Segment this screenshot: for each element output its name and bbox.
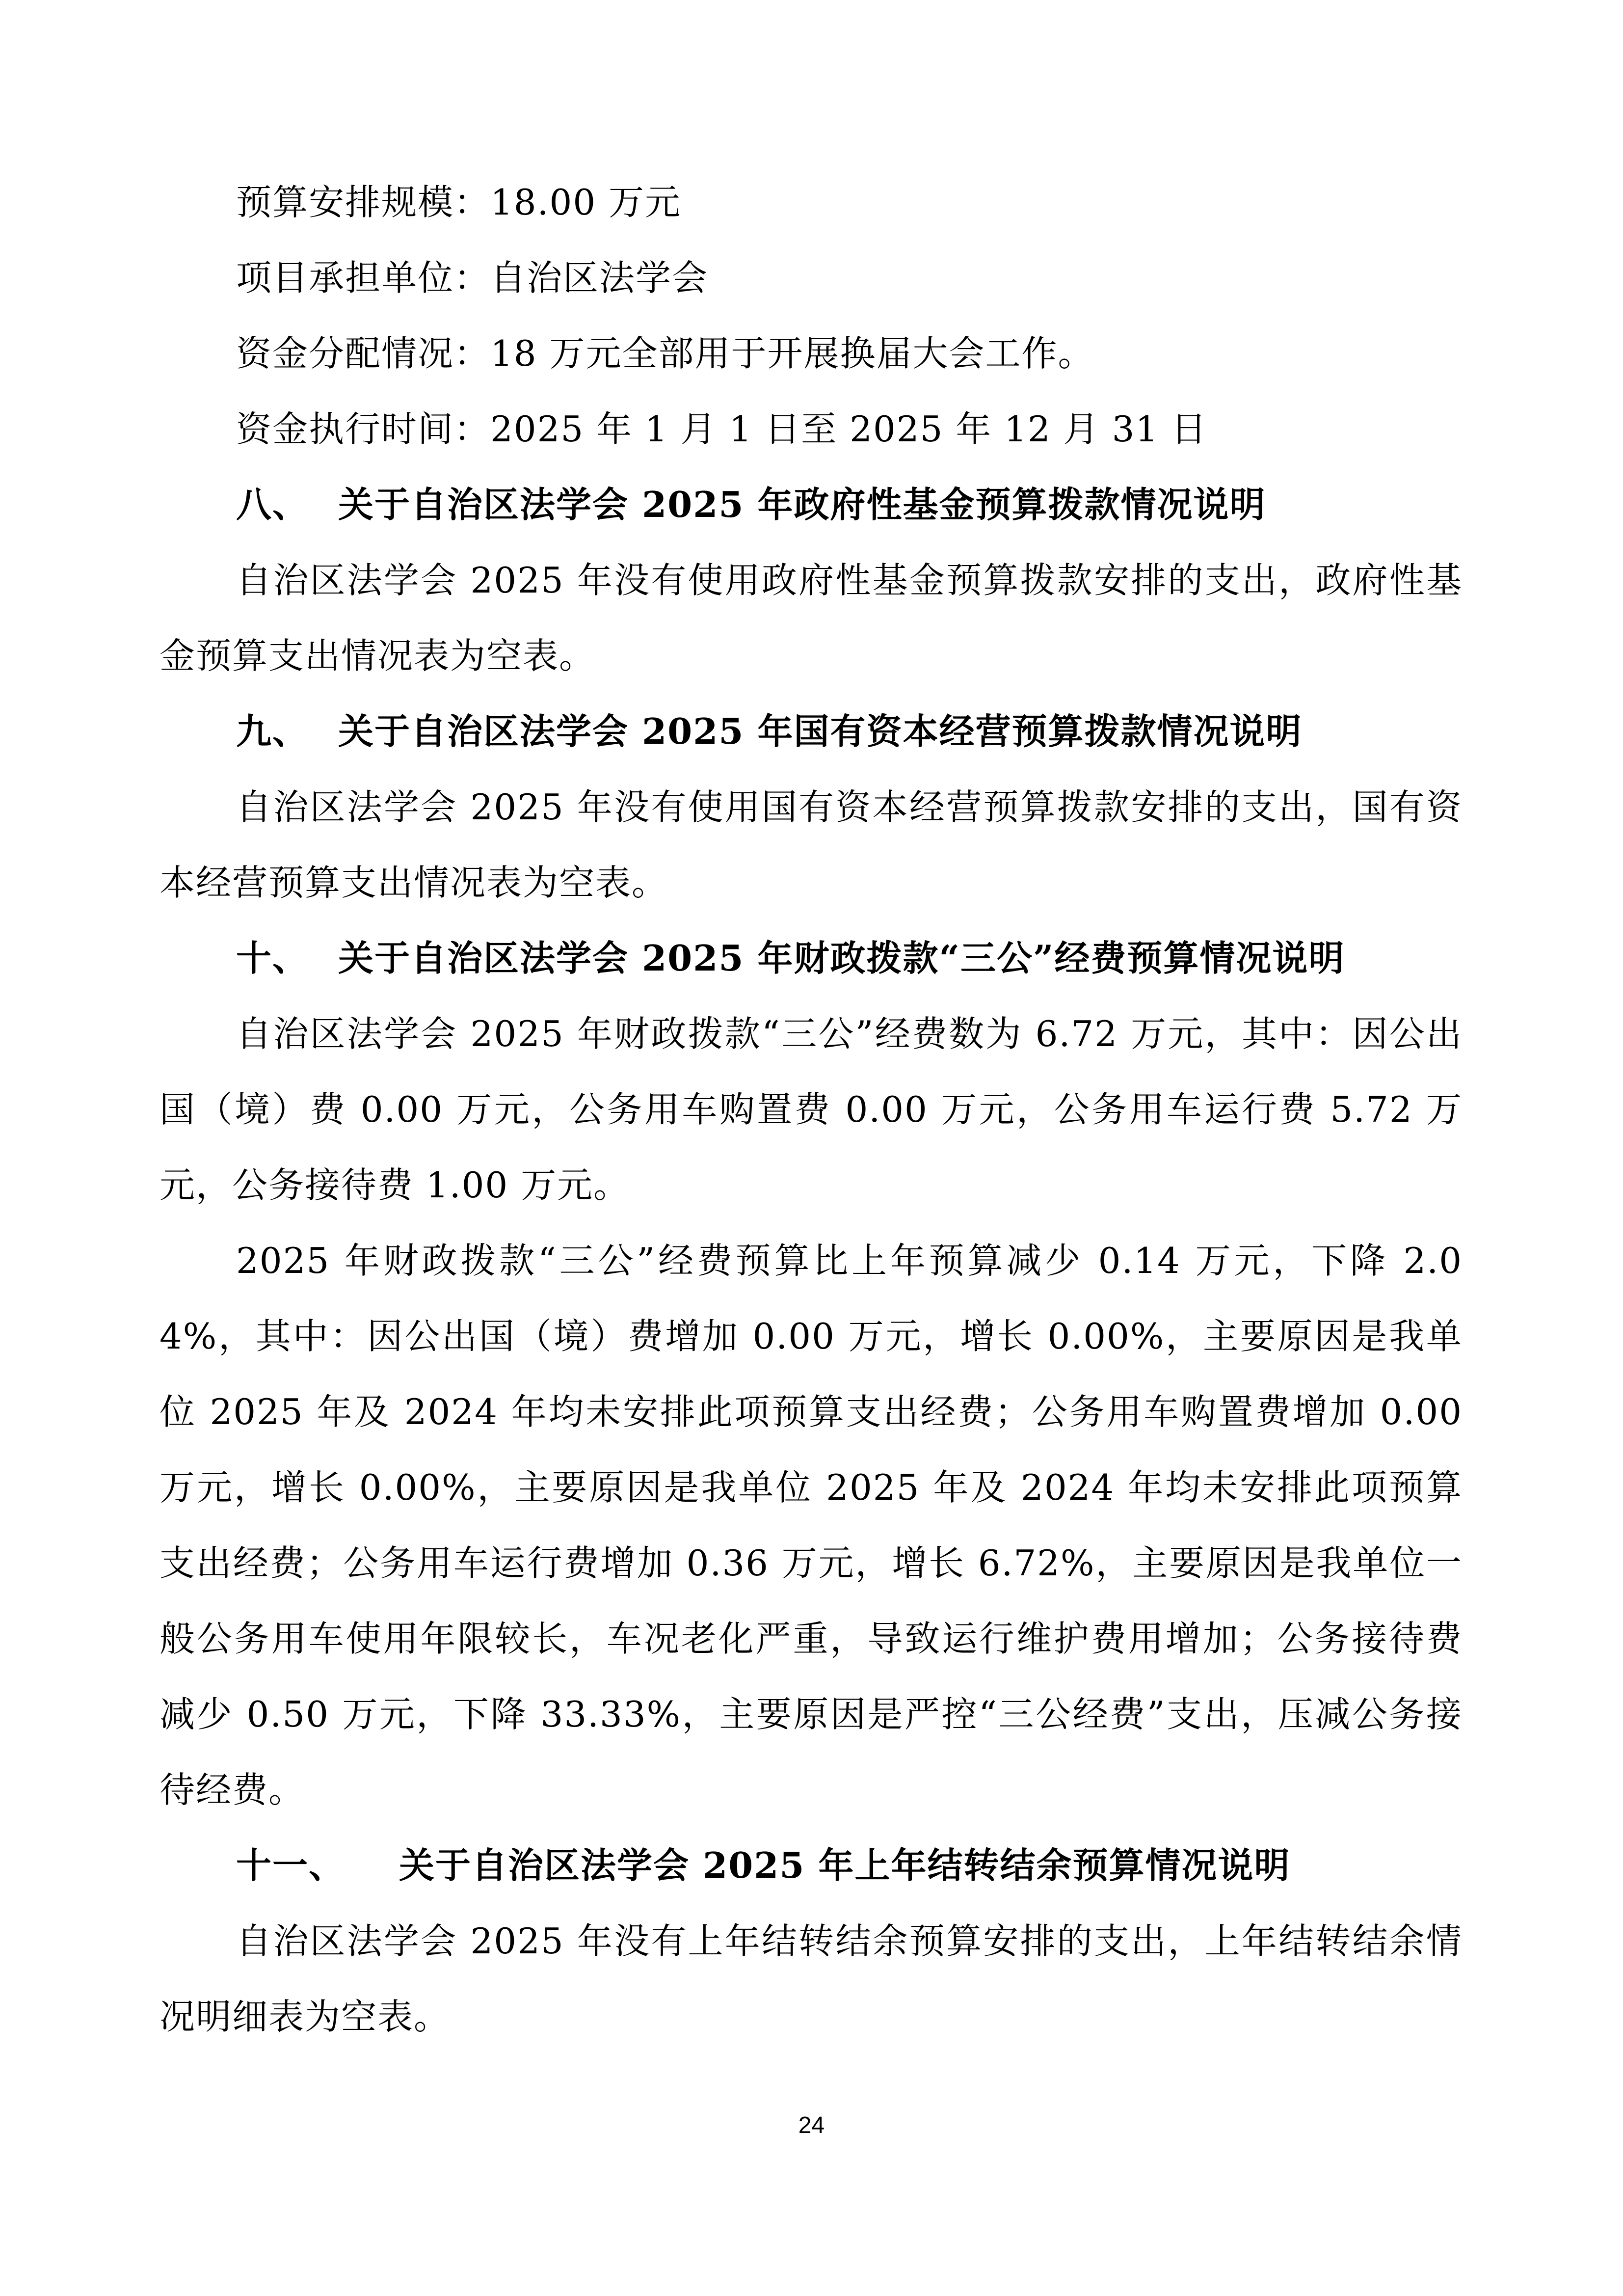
section-11-body: 自治区法学会 2025 年没有上年结转结余预算安排的支出，上年结转结余情况明细表为空表。 [160, 1920, 1463, 2037]
section-8-title: 关于自治区法学会 2025 年政府性基金预算拨款情况说明 [338, 484, 1266, 525]
section-11-number: 十一、 [236, 1844, 346, 1886]
section-9-body: 自治区法学会 2025 年没有使用国有资本经营预算拨款安排的支出，国有资本经营预算支出情况表为空表。 [160, 786, 1463, 903]
section-10-body-2: 2025 年财政拨款“三公”经费预算比上年预算减少 0.14 万元，下降 2.04%，其中：因公出国（境）费增加 0.00 万元，增长 0.00%，主要原因是我单位 2025 年及 2024 年均未安排此项预算支出经费；公务用车购置费增加 0.00 万元，增长 0.00%，主要原因是我单位 2025 年及 2024 年均未安排此项预算支出经费；公务用车运行费增加 0.36 万元，增长 6.72%，主要原因是我单位一般公务用车使用年限较长，车况老化严重，导致运行维护费用增加；公务接待费减少 0.50 万元，下降 33.33%，主要原因是严控“三公经费”支出，压减公务接待经费。 [160, 1240, 1463, 1810]
section-11-title: 关于自治区法学会 2025 年上年结转结余预算情况说明 [399, 1844, 1291, 1886]
section-8-number: 八、 [236, 484, 309, 525]
document-body [160, 164, 1463, 2054]
section-9-number: 九、 [236, 710, 309, 752]
section-10-number: 十、 [236, 937, 309, 979]
section-9-title: 关于自治区法学会 2025 年国有资本经营预算拨款情况说明 [338, 710, 1303, 752]
section-9-heading [160, 694, 1463, 769]
section-11-heading [160, 1828, 1463, 1903]
project-unit-line: 项目承担单位：自治区法学会 [236, 257, 709, 298]
page-number: 24 [798, 2112, 825, 2138]
fund-execution-time-line: 资金执行时间：2025 年 1 月 1 日至 2025 年 12 月 31 日 [236, 408, 1208, 450]
fund-allocation-line: 资金分配情况：18 万元全部用于开展换届大会工作。 [236, 333, 1094, 374]
section-8-body: 自治区法学会 2025 年没有使用政府性基金预算拨款安排的支出，政府性基金预算支出情况表为空表。 [160, 560, 1463, 676]
section-10-title: 关于自治区法学会 2025 年财政拨款“三公”经费预算情况说明 [338, 937, 1345, 979]
section-10-body-1: 自治区法学会 2025 年财政拨款“三公”经费数为 6.72 万元，其中：因公出国（境）费 0.00 万元，公务用车购置费 0.00 万元，公务用车运行费 5.72 万元，公务接待费 1.00 万元。 [160, 1013, 1463, 1206]
section-10-heading [160, 920, 1463, 996]
budget-scale-line: 预算安排规模：18.00 万元 [236, 182, 682, 223]
section-8-heading [160, 467, 1463, 542]
